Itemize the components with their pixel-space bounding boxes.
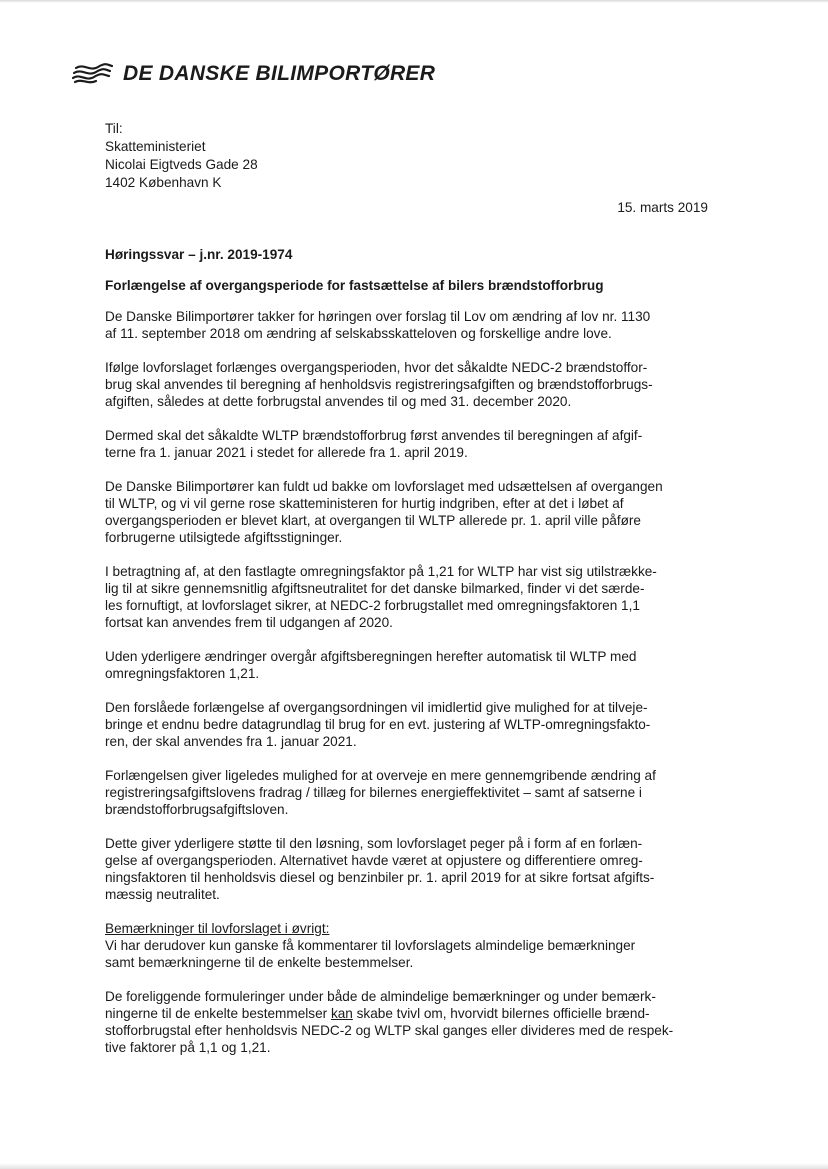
text-line: brug skal anvendes til beregning af henholdsvis registreringsafgiften og brændstofforbrugs- [105, 377, 653, 392]
recipient-label: Til: [105, 121, 123, 136]
page-bottom-edge [0, 1163, 828, 1169]
recipient-name: Skatteministeriet [105, 139, 206, 154]
text-line-with-emphasis [105, 1005, 717, 1022]
letter-date: 15. marts 2019 [617, 200, 708, 215]
text-line: samt bemærkningerne til de enkelte bestemmelser. [105, 955, 414, 970]
text-line: Dette giver yderligere støtte til den løsning, som lovforslaget peger på i form af en forlæn- [105, 836, 643, 851]
reference-line: Høringssvar – j.nr. 2019-1974 [105, 247, 293, 262]
text-line: afgiften, således at dette forbrugstal anvendes til og med 31. december 2020. [105, 394, 572, 409]
text-line: gelse af overgangsperioden. Alternativet havde været at opjustere og differentiere omreg- [105, 853, 643, 868]
text-line: fortsat kan anvendes frem til udgangen af 2020. [105, 615, 393, 630]
text-line: mæssig neutralitet. [105, 887, 220, 902]
text-line: I betragtning af, at den fastlagte omregningsfaktor på 1,21 for WLTP har vist sig utilstrække- [105, 564, 657, 579]
text-line: til WLTP, og vi vil gerne rose skatteministeren for hurtig indgriben, efter at det i løbet af [105, 496, 624, 511]
text-line: af 11. september 2018 om ændring af selskabsskatteloven og forskellige andre love. [105, 326, 612, 341]
text-line: forbrugerne utilsigtede afgiftsstigninger. [105, 530, 343, 545]
page-top-edge [0, 0, 828, 3]
text-line: ren, der skal anvendes fra 1. januar 2021. [105, 734, 357, 749]
letter-body [105, 246, 717, 1073]
text-segment: ningerne til de enkelte bestemmelser [105, 1006, 331, 1021]
paragraph-1 [105, 308, 717, 342]
paragraph-9 [105, 835, 717, 903]
text-line: Dermed skal det såkaldte WLTP brændstofforbrug først anvendes til beregningen af afgif- [105, 428, 643, 443]
recipient-city: 1402 København K [105, 175, 222, 190]
letterhead-logo [72, 62, 435, 84]
text-line: lig til at sikre gennemsnitlig afgiftsneutralitet for det danske bilmarked, finder vi det særde- [105, 581, 645, 596]
text-line: Vi har derudover kun ganske få kommentarer til lovforslagets almindelige bemærkninger [105, 938, 636, 953]
text-line: De Danske Bilimportører kan fuldt ud bakke om lovforslaget med udsættelsen af overgangen [105, 479, 663, 494]
organization-name: DE DANSKE BILIMPORTØRER [123, 61, 436, 85]
text-line: Den forslåede forlængelse af overgangsordningen vil imidlertid give mulighed for at tilveje- [105, 700, 648, 715]
text-line: les fornuftigt, at lovforslaget sikrer, at NEDC-2 forbrugstallet med omregningsfaktoren 1,1 [105, 598, 640, 613]
text-line: brændstofforbrugsafgiftsloven. [105, 802, 289, 817]
text-line: terne fra 1. januar 2021 i stedet for allerede fra 1. april 2019. [105, 445, 468, 460]
text-line: Uden yderligere ændringer overgår afgiftsberegningen herefter automatisk til WLTP med [105, 649, 637, 664]
text-line: omregningsfaktoren 1,21. [105, 666, 260, 681]
paragraph-3 [105, 427, 717, 461]
text-line: stofforbrugstal efter henholdsvis NEDC-2 og WLTP skal ganges eller divideres med de respek- [105, 1023, 674, 1038]
paragraph-4 [105, 478, 717, 546]
text-line: overgangsperioden er blevet klart, at overgangen til WLTP allerede pr. 1. april ville påføre [105, 513, 641, 528]
waves-logo-icon [72, 62, 114, 84]
text-line: De foreliggende formuleringer under både de almindelige bemærkninger og under bemærk- [105, 989, 656, 1004]
paragraph-5 [105, 563, 717, 631]
subject-line: Forlængelse af overgangsperiode for fastsættelse af bilers brændstofforbrug [105, 278, 604, 293]
paragraph-8 [105, 767, 717, 818]
underlined-word: kan [330, 1006, 353, 1021]
recipient-address [105, 120, 258, 192]
remarks-heading: Bemærkninger til lovforslaget i øvrigt: [105, 921, 330, 936]
text-line: tive faktorer på 1,1 og 1,21. [105, 1040, 271, 1055]
final-paragraph [105, 988, 717, 1056]
paragraph-7 [105, 699, 717, 750]
text-segment: skabe tvivl om, hvorvidt bilernes officielle brænd- [352, 1006, 650, 1021]
text-line: bringe et endnu bedre datagrundlag til brug for en evt. justering af WLTP-omregningsfakto- [105, 717, 651, 732]
text-line: De Danske Bilimportører takker for høringen over forslag til Lov om ændring af lov nr. 1130 [105, 309, 651, 324]
text-line: Forlængelsen giver ligeledes mulighed for at overveje en mere gennemgribende ændring af [105, 768, 656, 783]
text-line: registreringsafgiftslovens fradrag / tillæg for bilernes energieffektivitet – samt af satserne i [105, 785, 642, 800]
text-line: Ifølge lovforslaget forlænges overgangsperioden, hvor det såkaldte NEDC-2 brændstoffor- [105, 360, 648, 375]
paragraph-6 [105, 648, 717, 682]
text-line: ningsfaktoren til henholdsvis diesel og benzinbiler pr. 1. april 2019 for at sikre fortsat afgifts- [105, 870, 655, 885]
remarks-section [105, 920, 717, 971]
paragraph-2 [105, 359, 717, 410]
recipient-street: Nicolai Eigtveds Gade 28 [105, 157, 258, 172]
